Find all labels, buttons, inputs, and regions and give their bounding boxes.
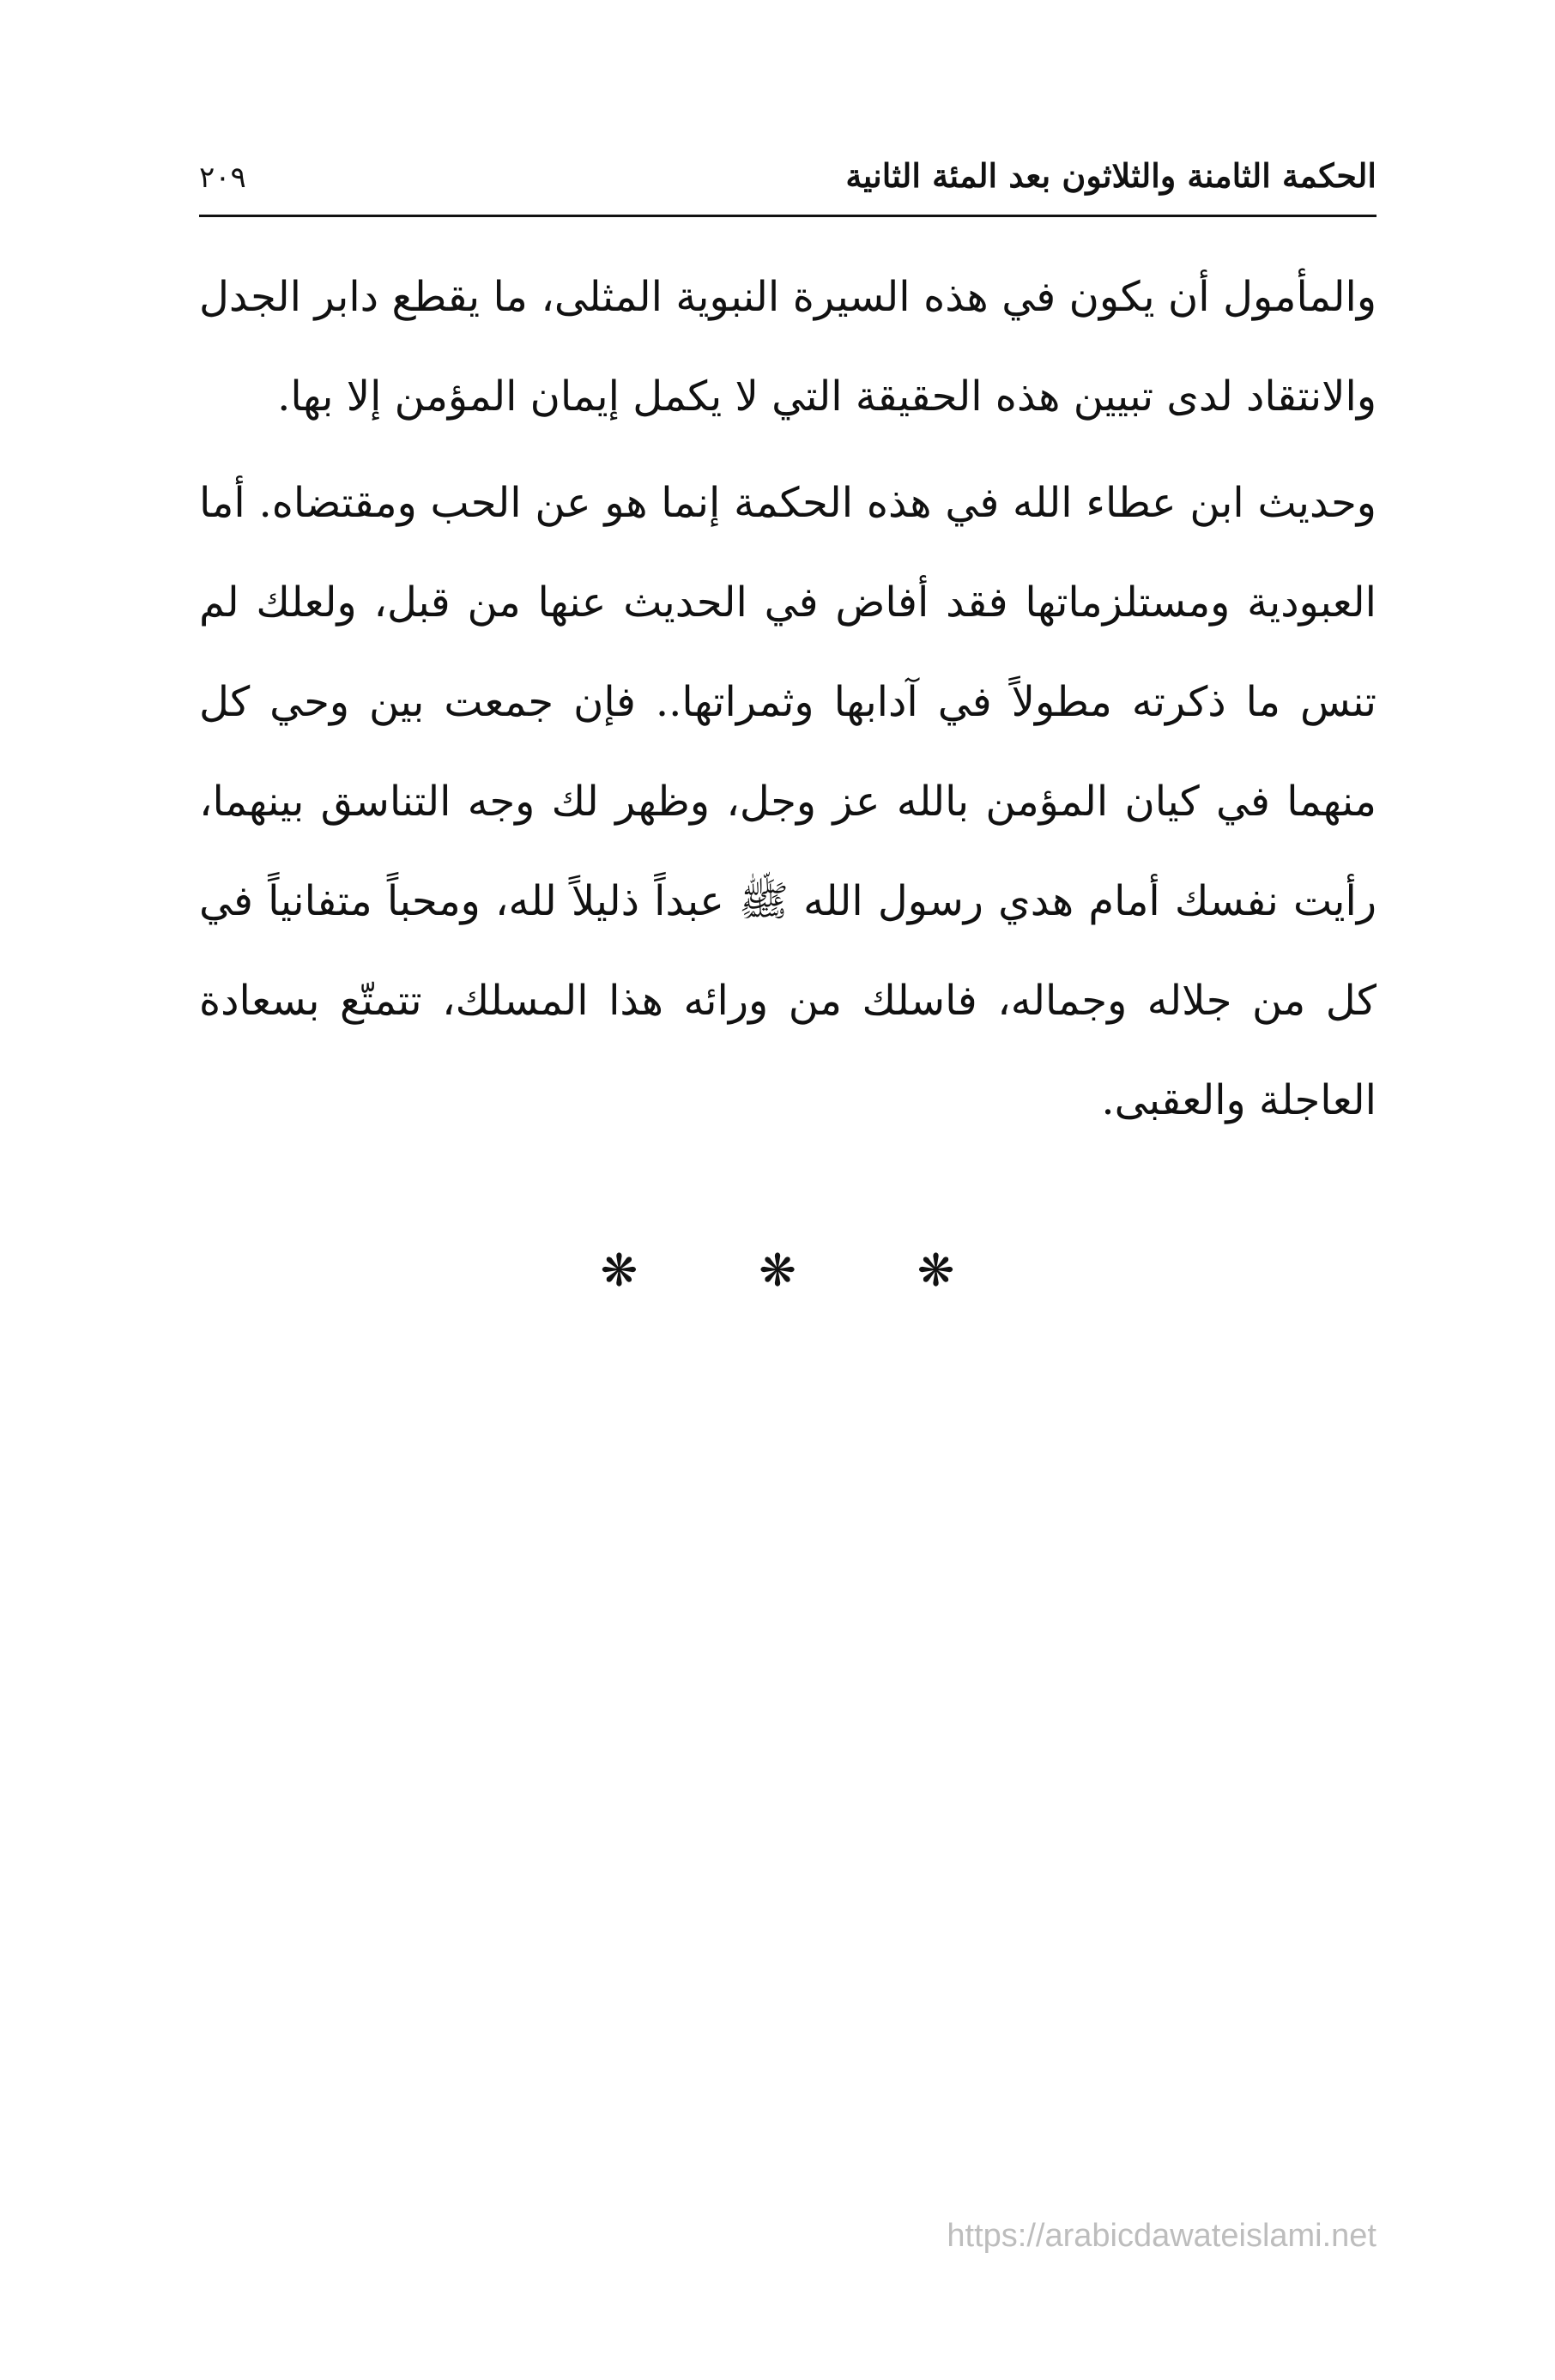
body-text — [199, 247, 1377, 1150]
asterism-star-icon: ❋ — [600, 1245, 638, 1297]
watermark-url: https://arabicdawateislami.net — [947, 2218, 1377, 2254]
running-header — [199, 144, 1377, 213]
header-divider — [199, 215, 1377, 217]
paragraph: وحديث ابن عطاء الله في هذه الحكمة إنما هو عن الحب ومقتضاه. أما العبودية ومستلزماتها فقد أفاض في الحديث عنها من قبل، ولعلك لم تنس ما ذكرته مطولاً في آدابها وثمراتها.. فإن جمعت بين وحي كل منهما في كيان المؤمن بالله عز وجل، وظهر لك وجه التناسق بينهما، رأيت نفسك أمام هدي رسول الله ﷺ عبداً ذليلاً لله، ومحباً متفانياً في كل من جلاله وجماله، فاسلك من ورائه هذا المسلك، تتمتّع بسعادة العاجلة والعقبى. — [199, 479, 1377, 1124]
asterism-star-icon: ❋ — [917, 1245, 955, 1297]
paragraph: والمأمول أن يكون في هذه السيرة النبوية المثلى، ما يقطع دابر الجدل والانتقاد لدى تبيين هذه الحقيقة التي لا يكمل إيمان المؤمن إلا بها. — [199, 273, 1377, 421]
page-number: ٢٠٩ — [199, 160, 246, 195]
section-break-ornament — [0, 1245, 1555, 1297]
asterism-star-icon: ❋ — [759, 1245, 796, 1297]
chapter-title: الحكمة الثامنة والثلاثون بعد المئة الثانية — [845, 156, 1377, 195]
